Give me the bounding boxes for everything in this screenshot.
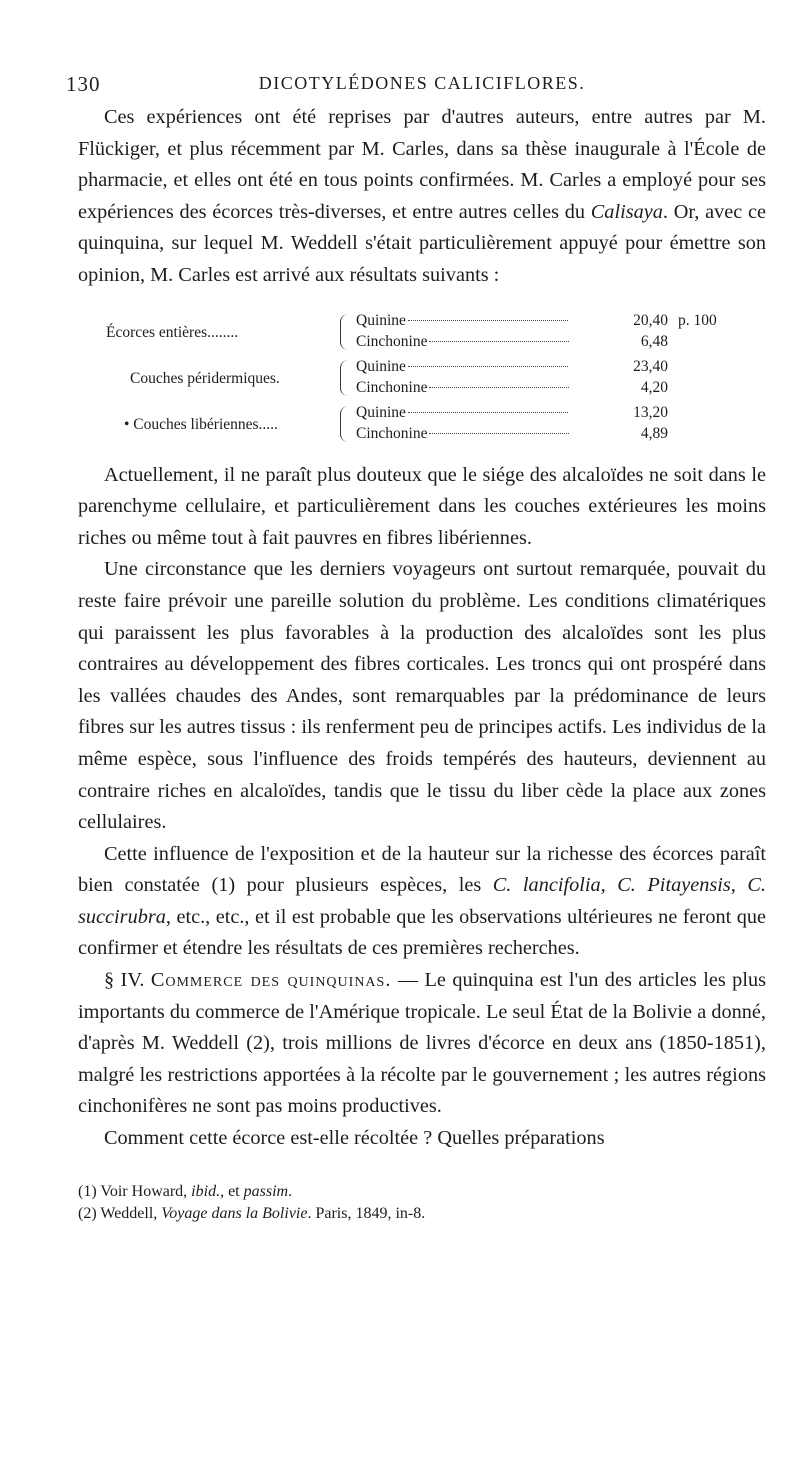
- group-label: Écorces entières........: [106, 323, 239, 341]
- footnote-text: .: [288, 1182, 293, 1200]
- alkaloid-value: 20,40: [633, 311, 668, 329]
- footnote-text: (2) Weddell,: [78, 1204, 162, 1222]
- dot-leader: [408, 320, 568, 321]
- alkaloid-name: Cinchonine: [356, 332, 428, 350]
- unit-label: p. 100: [678, 311, 717, 329]
- table-row: [356, 358, 568, 378]
- alkaloid-results-table: [78, 306, 766, 448]
- footnote-text: . Paris, 1849, in-8.: [307, 1204, 426, 1222]
- page-header: [66, 68, 766, 102]
- page-number: 130: [66, 72, 101, 96]
- section-heading: Commerce des quinquinas.: [150, 969, 392, 992]
- paragraph-text: — Le quinquina est l'un des articles les plus importants du commerce de l'Amérique tropicale. Le seul État de la Bolivie a donné, d'après M. Weddell (2), trois millions de livres d'écorce en deux ans (1850-1851), malgré les restrictions apportées à la récolte par le gouvernement ; les autres régions cinchonifères ne sont pas moins productives.: [78, 969, 766, 1118]
- paragraph-comment: Comment cette écorce est-elle récoltée ? Quelles préparations: [104, 1127, 605, 1150]
- table-group: [78, 312, 766, 356]
- table-group: [78, 404, 766, 448]
- alkaloid-name: Quinine: [356, 403, 406, 421]
- italic-calisaya: Calisaya: [590, 200, 663, 223]
- table-row: [356, 425, 569, 445]
- brace-icon: [340, 360, 349, 396]
- footnote-italic: ibid.: [191, 1182, 221, 1200]
- footnote-italic: passim: [243, 1182, 289, 1200]
- section-number: § IV.: [104, 969, 145, 992]
- paragraph-text-end: . Or, avec ce quinquina, sur lequel M. Weddell s'était particulièrement appuyé pour émettre son opinion, M. Carles est arrivé aux résultats suivants :: [78, 200, 766, 286]
- alkaloid-value: 23,40: [633, 357, 668, 375]
- group-label: Couches péridermiques.: [130, 369, 280, 387]
- alkaloid-name: Quinine: [356, 357, 406, 375]
- book-page: [66, 68, 766, 1225]
- table-row: [356, 379, 569, 399]
- paragraph-experiences: [78, 102, 766, 292]
- brace-icon: [340, 406, 349, 442]
- dot-leader: [429, 433, 569, 434]
- footnote-text: , et: [220, 1182, 244, 1200]
- paragraph-text: Ces expériences ont été reprises par d'autres auteurs, entre autres par M. Flückiger, et plus récemment par M. Carles, dans sa thèse inaugurale à l'École de pharmacie, et elles ont été en tous points confirmées. M. Carles a employé pour ses expériences des écorces très-diverses, et entre autres celles du: [78, 106, 766, 223]
- table-row: [356, 312, 568, 332]
- dot-leader: [408, 366, 568, 367]
- paragraph-text-end: , etc., etc., et il est probable que les observations ultérieures ne feront que confirmer et étendre les résultats de ces premières recherches.: [78, 905, 766, 960]
- footnote-text: (1) Voir Howard,: [78, 1182, 192, 1200]
- alkaloid-name: Quinine: [356, 311, 406, 329]
- alkaloid-value: 13,20: [633, 403, 668, 421]
- italic-species: C. lancifolia, C. Pitayensis, C. succirubra: [78, 874, 766, 928]
- paragraph-actuellement: Actuellement, il ne paraît plus douteux que le siége des alcaloïdes ne soit dans le parenchyme cellulaire, et particulièrement dans les couches extérieures les moins riches ou même tout à fait pauvres en fibres libériennes.: [78, 463, 766, 549]
- dot-leader: [429, 341, 569, 342]
- footnote-italic: Voyage dans la Bolivie: [161, 1204, 308, 1222]
- table-row: [356, 333, 569, 353]
- brace-icon: [340, 314, 349, 350]
- running-title: DICOTYLÉDONES CALICIFLORES.: [258, 73, 586, 93]
- alkaloid-value: 6,48: [640, 332, 668, 350]
- paragraph-circonstance: Une circonstance que les derniers voyageurs ont surtout remarquée, pouvait du reste faire prévoir une pareille solution du problème. Les conditions climatériques qui paraissent les plus favorables à la production des alcaloïdes sont les plus contraires au développement des fibres corticales. Les troncs qui ont prospéré dans les vallées chaudes des Andes, sont remarquables par la prédominance de leurs fibres sur les autres tissus : ils renferment peu de principes actifs. Les individus de la même espèce, sous l'influence des froids tempérés des hauteurs, deviennent au contraire riches en alcaloïdes, tandis que le tissu du liber cède la place aux zones cellulaires.: [78, 558, 766, 834]
- dot-leader: [429, 387, 569, 388]
- table-group: [78, 358, 766, 402]
- dot-leader: [408, 412, 568, 413]
- footnote-2: [78, 1203, 766, 1225]
- footnotes: [78, 1181, 766, 1225]
- alkaloid-value: 4,89: [640, 424, 668, 442]
- footnote-1: [78, 1181, 766, 1203]
- alkaloid-name: Cinchonine: [356, 424, 428, 442]
- paragraph-commerce: [78, 965, 766, 1123]
- paragraph-text: Cette influence de l'exposition et de la hauteur sur la richesse des écorces paraît bien constatée (1) pour plusieurs espèces, les: [78, 842, 766, 897]
- table-row: [356, 404, 568, 424]
- group-label: • Couches libériennes.....: [124, 415, 278, 433]
- alkaloid-name: Cinchonine: [356, 378, 428, 396]
- paragraph-influence: [78, 839, 766, 965]
- alkaloid-value: 4,20: [640, 378, 668, 396]
